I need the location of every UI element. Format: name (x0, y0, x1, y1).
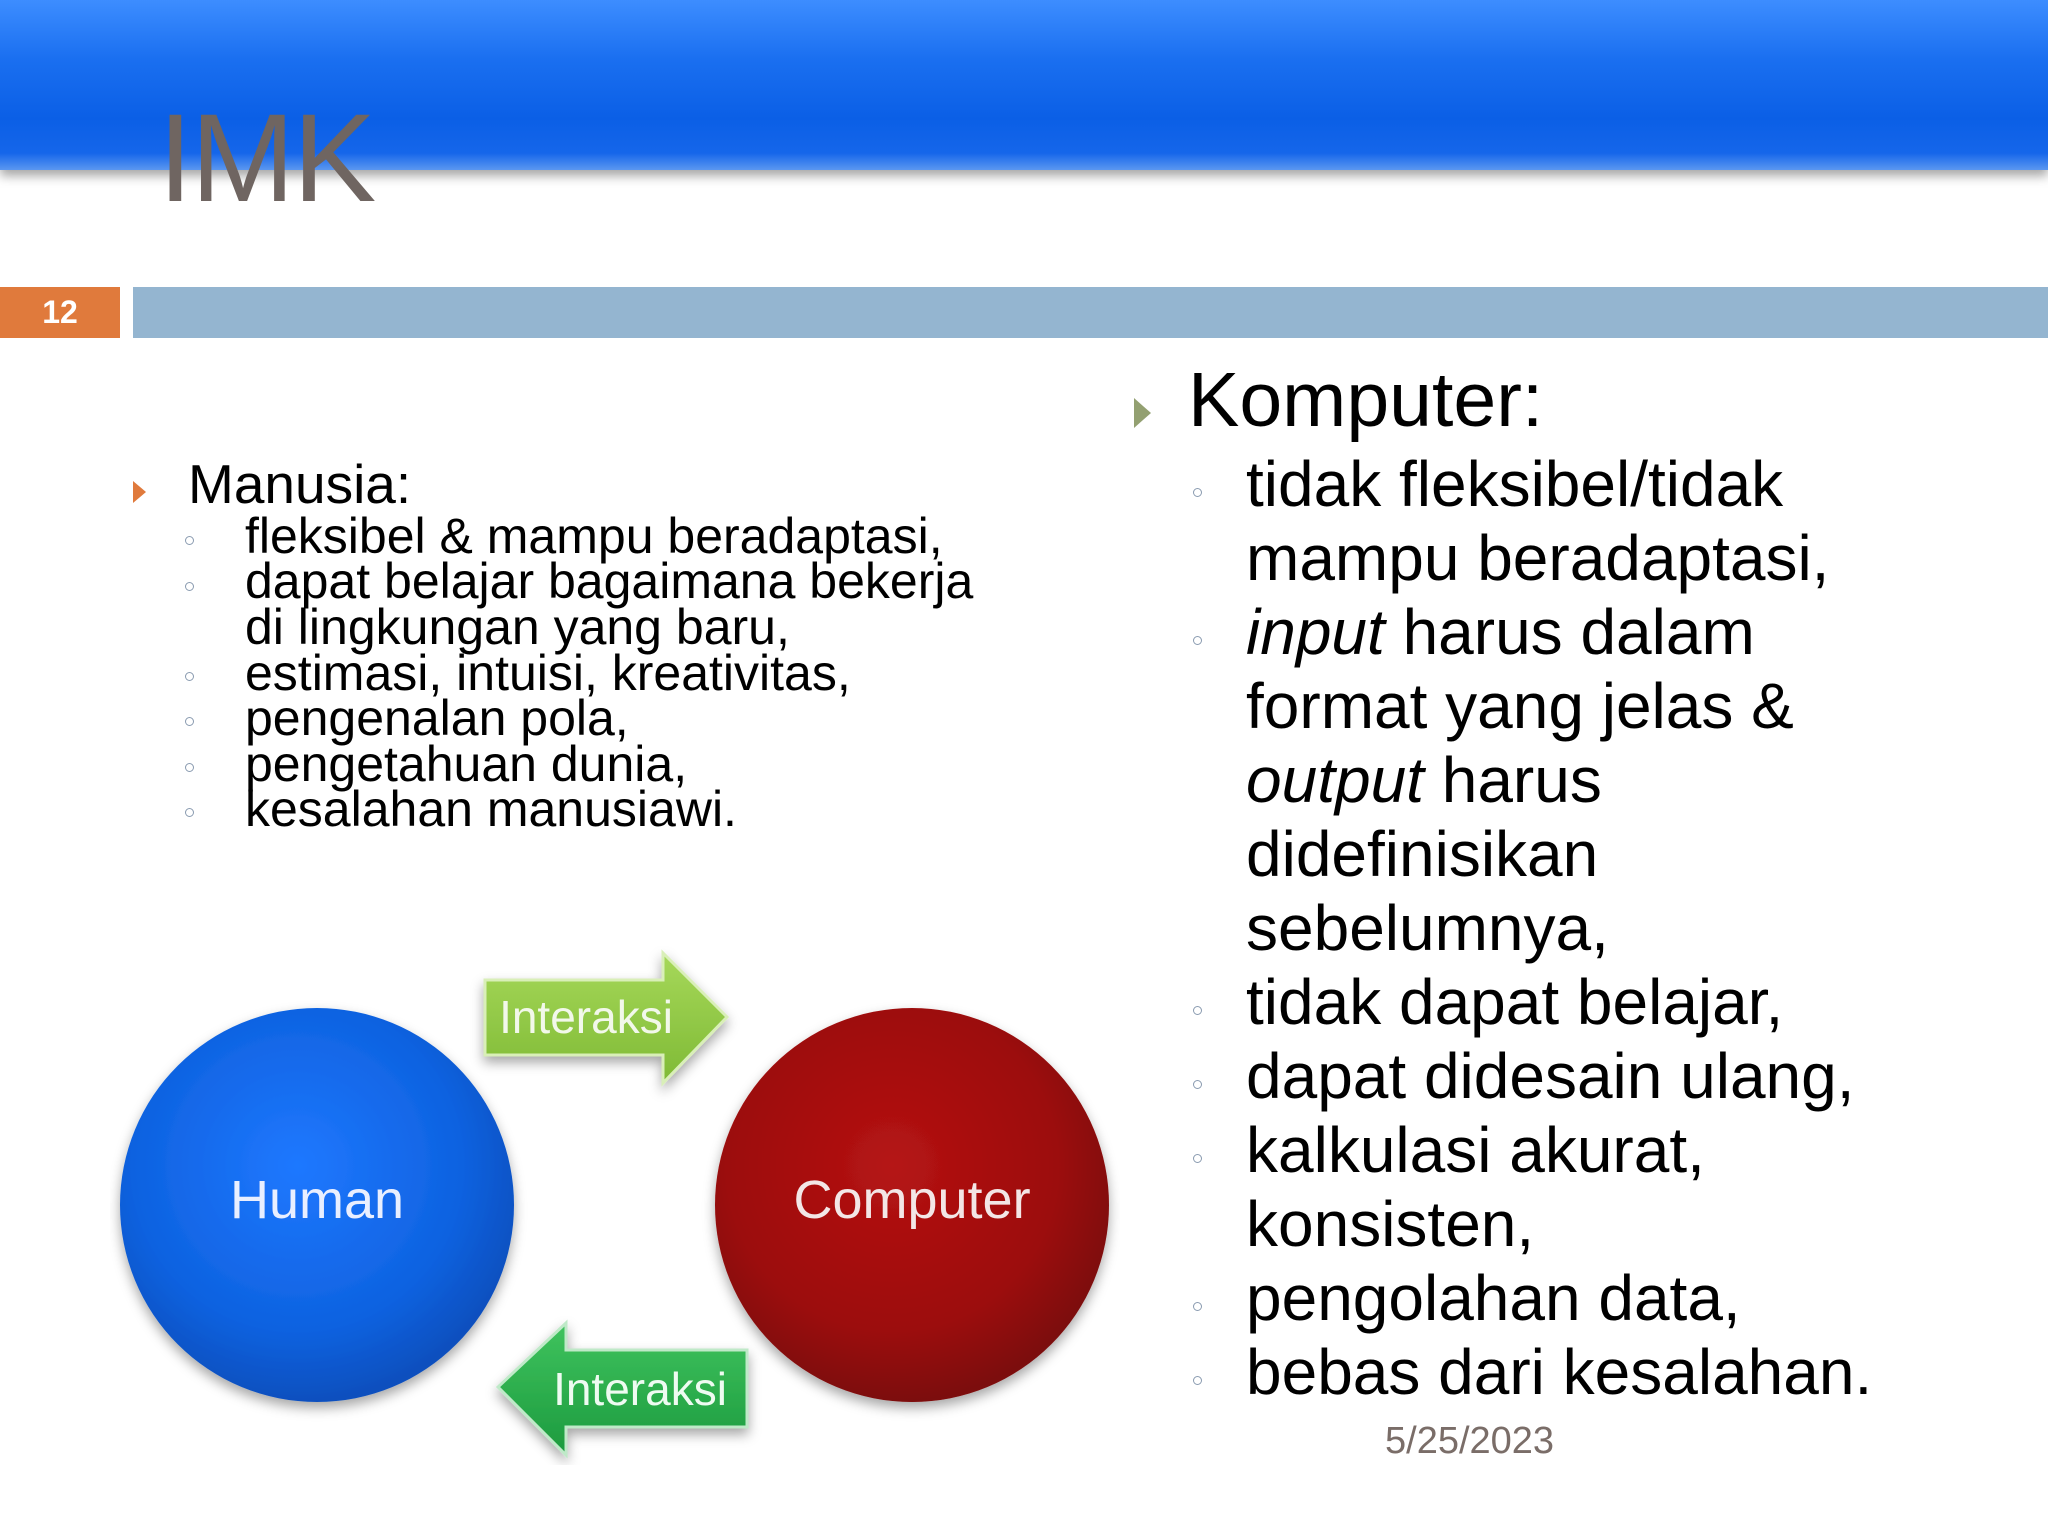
slide-title: IMK (158, 89, 375, 228)
right-item-continued: mampu beradaptasi, (1246, 522, 1830, 594)
bullet-arrow-icon (1134, 398, 1151, 428)
right-item-continued: konsisten, (1246, 1188, 1535, 1260)
right-item-continued: didefinisikan (1246, 818, 1599, 890)
bullet-circle-icon (1193, 1302, 1202, 1311)
right-item: dapat didesain ulang, (1246, 1040, 1855, 1112)
right-item-continued: sebelumnya, (1246, 892, 1609, 964)
slide-number: 12 (0, 287, 120, 338)
right-item: tidak fleksibel/tidak (1246, 448, 1784, 520)
bullet-arrow-icon (133, 481, 146, 503)
left-item: estimasi, intuisi, kreativitas, (245, 645, 851, 701)
human-label: Human (229, 1170, 405, 1230)
left-item: pengetahuan dunia, (245, 736, 688, 792)
bullet-circle-icon (1193, 1006, 1202, 1015)
right-item: bebas dari kesalahan. (1246, 1336, 1873, 1408)
right-item: tidak dapat belajar, (1246, 966, 1784, 1038)
left-item: pengenalan pola, (245, 690, 629, 746)
left-item-continued: di lingkungan yang baru, (245, 599, 790, 655)
bullet-circle-icon (1193, 488, 1202, 497)
bullet-circle-icon (185, 763, 194, 772)
bullet-circle-icon (185, 582, 194, 591)
bullet-circle-icon (1193, 1154, 1202, 1163)
bullet-circle-icon (185, 808, 194, 817)
right-item-continued (1246, 744, 1602, 816)
bullet-circle-icon (1193, 636, 1202, 645)
computer-label: Computer (793, 1170, 1031, 1230)
left-heading: Manusia: (188, 453, 412, 515)
bullet-circle-icon (185, 672, 194, 681)
right-item: pengolahan data, (1246, 1262, 1741, 1334)
left-item: fleksibel & mampu beradaptasi, (245, 508, 943, 564)
right-item-continued: format yang jelas & (1246, 670, 1794, 742)
left-item: dapat belajar bagaimana bekerja (245, 553, 974, 609)
right-item-text: harus dalam (1384, 596, 1755, 668)
output-term: output (1246, 744, 1424, 816)
slide-date: 5/25/2023 (1385, 1420, 1555, 1462)
right-item-text: harus (1423, 744, 1602, 816)
right-item: kalkulasi akurat, (1246, 1114, 1705, 1186)
bullet-circle-icon (185, 536, 194, 545)
arrow-bottom-label: Interaksi (553, 1363, 727, 1415)
right-item (1246, 596, 1755, 668)
right-heading: Komputer: (1188, 357, 1544, 443)
divider-bar (133, 287, 2048, 338)
arrow-top-label: Interaksi (499, 991, 673, 1043)
input-term: input (1246, 596, 1385, 668)
bullet-circle-icon (1193, 1080, 1202, 1089)
interaction-diagram (110, 945, 1120, 1465)
left-item: kesalahan manusiawi. (245, 781, 737, 837)
bullet-circle-icon (1193, 1376, 1202, 1385)
bullet-circle-icon (185, 717, 194, 726)
